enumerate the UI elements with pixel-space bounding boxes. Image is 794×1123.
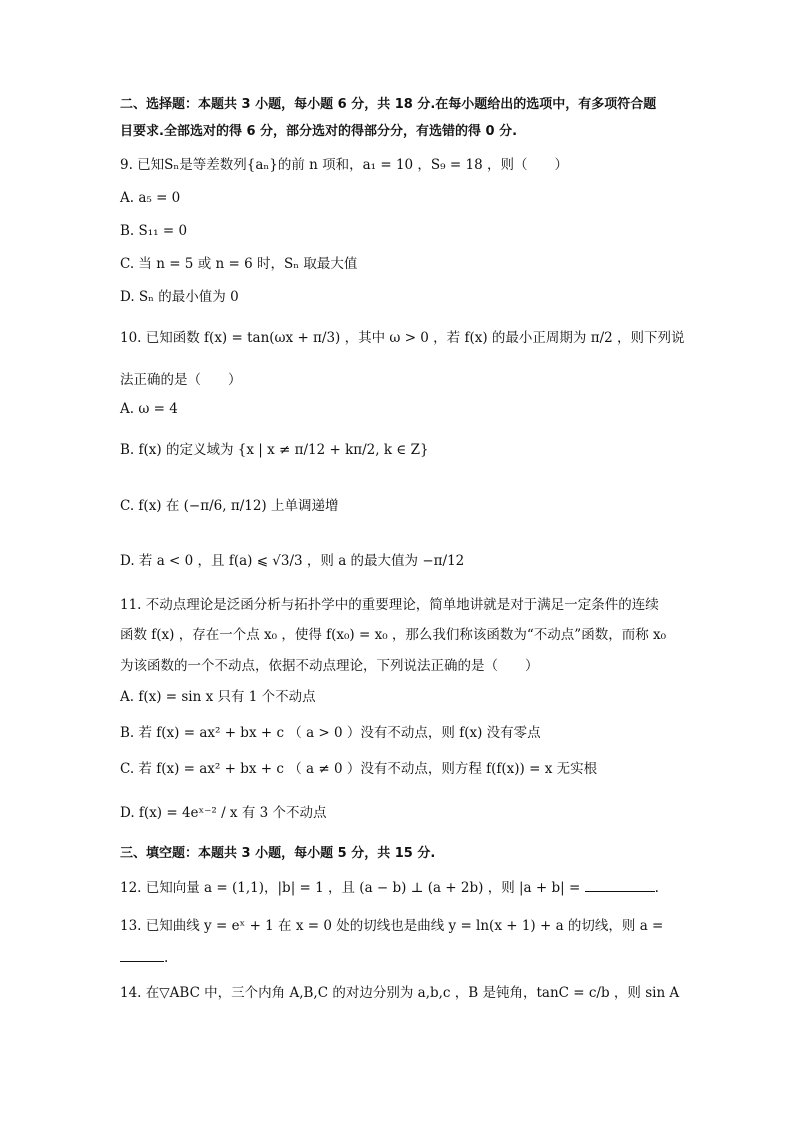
q12-period: .: [654, 880, 659, 896]
q11-option-b: B. 若 f(x) = ax² + bx + c （ a > 0 ）没有不动点，则 f(x) 没有零点: [120, 725, 541, 741]
section2-heading-line1: 二、选择题：本题共 3 小题，每小题 6 分，共 18 分.在每小题给出的选项中，有多项符合题: [120, 97, 657, 112]
q10-option-b: B. f(x) 的定义域为 {x | x ≠ π/12 + kπ/2, k ∈ Z}: [120, 442, 429, 458]
q10-option-c: C. f(x) 在 (−π/6, π/12) 上单调递增: [120, 498, 339, 514]
q9-option-a: A. a₅ = 0: [120, 190, 181, 206]
q10-stem-line1: 10. 已知函数 f(x) = tan(ωx + π/3) ，其中 ω > 0 ，若 f(x) 的最小正周期为 π/2 ，则下列说: [120, 330, 685, 346]
q9-stem: 9. 已知Sₙ是等差数列{aₙ}的前 n 项和，a₁ = 10 ，S₉ = 18 ，则（ ）: [120, 157, 568, 173]
q13-period: .: [164, 950, 169, 966]
q11-option-c: C. 若 f(x) = ax² + bx + c （ a ≠ 0 ）没有不动点，则方程 f(f(x)) = x 无实根: [120, 761, 598, 777]
q10-stem-line2: 法正确的是（ ）: [120, 372, 242, 388]
q9-option-d: D. Sₙ 的最小值为 0: [120, 289, 239, 305]
section2-heading-line2: 目要求.全部选对的得 6 分，部分选对的得部分分，有选错的得 0 分.: [120, 124, 518, 139]
q11-option-a: A. f(x) = sin x 只有 1 个不动点: [120, 689, 316, 705]
q12-answer-blank[interactable]: [585, 879, 655, 892]
q13-stem: 13. 已知曲线 y = eˣ + 1 在 x = 0 处的切线也是曲线 y = ln(x + 1) + a 的切线，则 a =: [120, 918, 664, 934]
q11-stem-line1: 11. 不动点理论是泛函分析与拓扑学中的重要理论，简单地讲就是对于满足一定条件的连续: [120, 597, 659, 613]
q14-stem: 14. 在▽ABC 中，三个内角 A,B,C 的对边分别为 a,b,c ，B 是钝角，tanC = c/b ，则 sin A: [120, 985, 680, 1001]
q12-text: 12. 已知向量 a = (1,1)，|b| = 1 ，且 (a − b) ⊥ (a + 2b) ，则 |a + b| =: [120, 880, 581, 896]
q12-stem: [120, 878, 680, 898]
q13-answer-blank[interactable]: [120, 949, 164, 962]
q11-stem-line2: 函数 f(x) ，存在一个点 x₀ ，使得 f(x₀) = x₀ ，那么我们称该函数为“不动点”函数，而称 x₀: [120, 627, 667, 643]
q13-answer-line: [120, 948, 680, 968]
section3-heading: 三、填空题：本题共 3 小题，每小题 5 分，共 15 分.: [120, 846, 436, 861]
q11-option-d: D. f(x) = 4eˣ⁻² / x 有 3 个不动点: [120, 805, 327, 821]
q10-option-d: D. 若 a < 0 ，且 f(a) ⩽ √3/3 ，则 a 的最大值为 −π/12: [120, 553, 465, 569]
q10-option-a: A. ω = 4: [120, 401, 178, 417]
q9-option-c: C. 当 n = 5 或 n = 6 时，Sₙ 取最大值: [120, 256, 358, 272]
q9-option-b: B. S₁₁ = 0: [120, 223, 188, 239]
q11-stem-line3: 为该函数的一个不动点，依据不动点理论，下列说法正确的是（ ）: [120, 658, 539, 674]
